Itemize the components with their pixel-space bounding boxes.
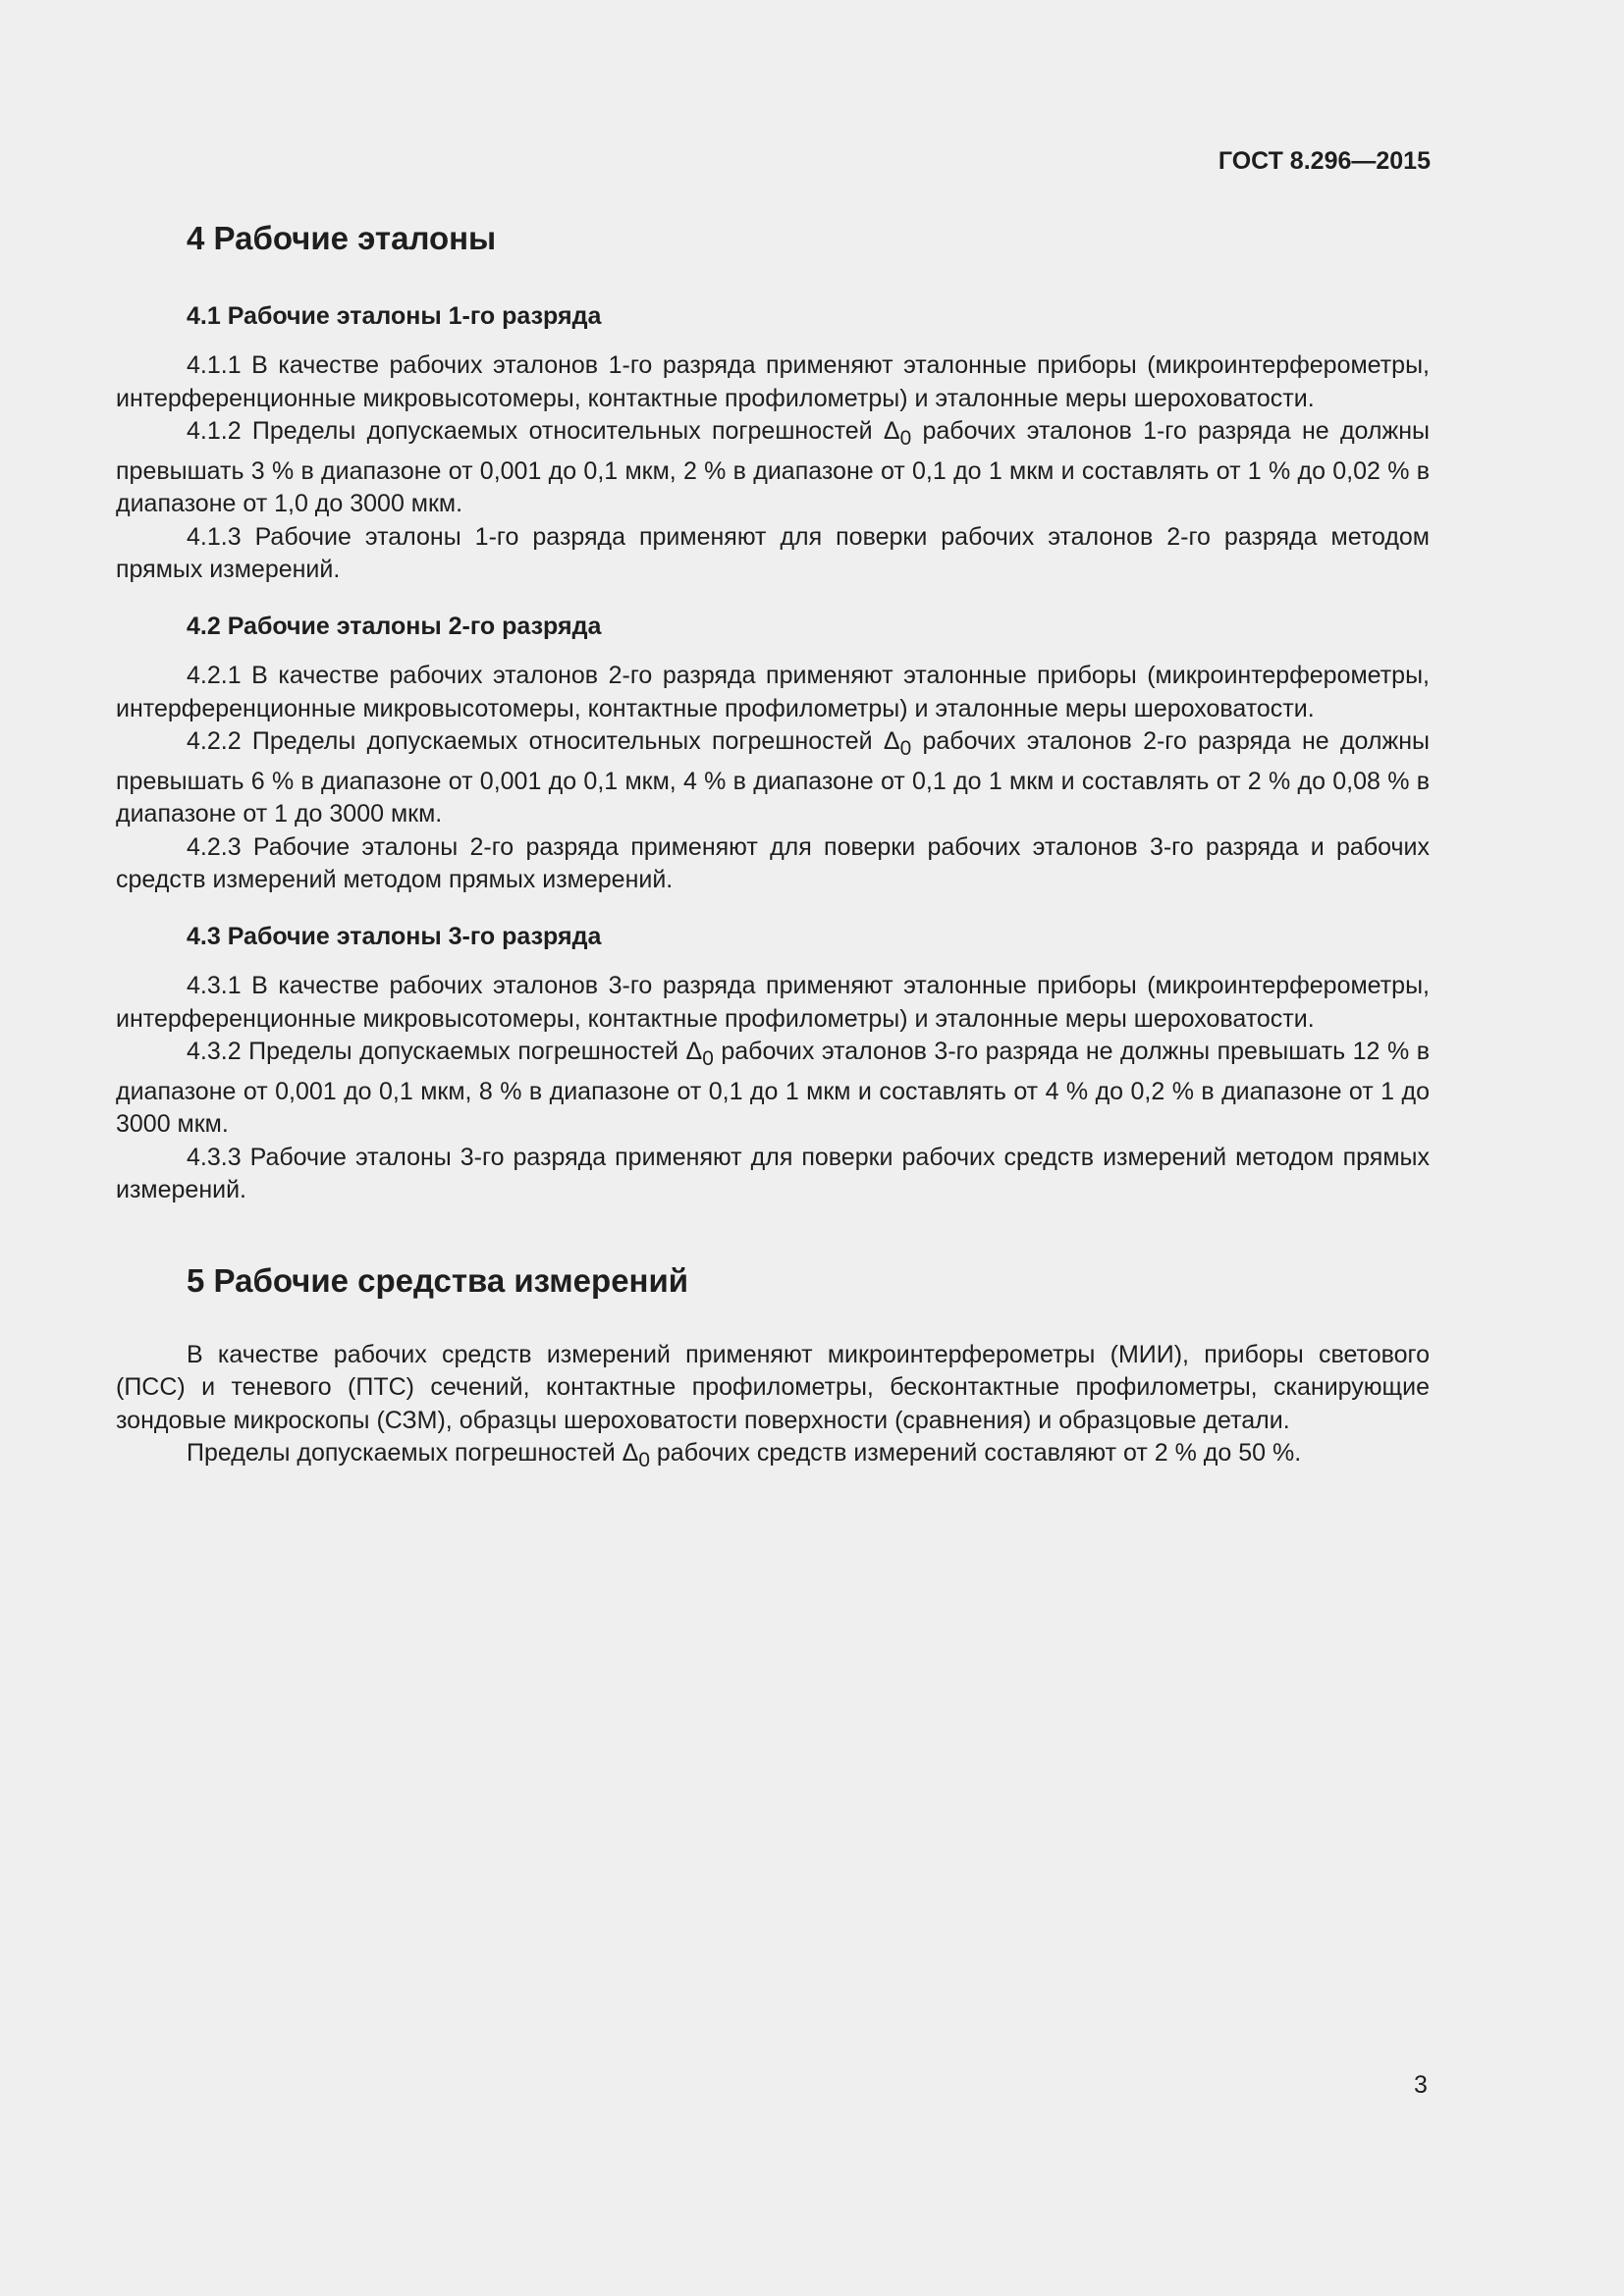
page-content (116, 220, 1430, 1477)
page-number: 3 (1414, 2071, 1428, 2099)
subsection-4-1-title: 4.1 Рабочие эталоны 1-го разряда (187, 301, 602, 330)
document-code: ГОСТ 8.296—2015 (1218, 147, 1431, 175)
paragraph-4-3-2: 4.3.2 Пределы допускаемых погрешностей $\Delta_0$ рабочих эталонов 3-го разряда не должны превышать 12 % в диапазоне от 0,001 до 0,1 мкм, 8 % в диапазоне от 0,1 до 1 мкм и составлять от 4 % до 0,2 % в диапазоне от 1 до 3000 мкм. (116, 1038, 1430, 1139)
paragraph-4-1-3: 4.1.3 Рабочие эталоны 1-го разряда применяют для поверки рабочих эталонов 2-го разряда методом прямых измерений. (116, 522, 1430, 584)
paragraph-4-3-1: 4.3.1 В качестве рабочих эталонов 3-го разряда применяют эталонные приборы (микроинтерферометры, интерференционные микровысотомеры, контактные профилометры) и эталонные меры шероховатости. (116, 972, 1430, 1033)
paragraph-4-2-1: 4.2.1 В качестве рабочих эталонов 2-го разряда применяют эталонные приборы (микроинтерферометры, интерференционные микровысотомеры, контактные профилометры) и эталонные меры шероховатости. (116, 662, 1430, 722)
subsection-4-3-title: 4.3 Рабочие эталоны 3-го разряда (187, 922, 602, 950)
subsection-4-2-title: 4.2 Рабочие эталоны 2-го разряда (187, 612, 602, 640)
section-5-title: 5 Рабочие средства измерений (187, 1261, 689, 1299)
paragraph-4-3-3: 4.3.3 Рабочие эталоны 3-го разряда применяют для поверки рабочих средств измерений методом прямых измерений. (116, 1143, 1430, 1204)
paragraph-5-2: Пределы допускаемых погрешностей $\Delta_0$ рабочих средств измерений составляют от 2 % до 50 %. (187, 1439, 1302, 1472)
paragraph-4-2-2: 4.2.2 Пределы допускаемых относительных погрешностей $\Delta_0$ рабочих эталонов 2-го разряда не должны превышать 6 % в диапазоне от 0,001 до 0,1 мкм, 4 % в диапазоне от 0,1 до 1 мкм и составлять от 2 % до 0,08 % в диапазоне от 1 до 3000 мкм. (116, 727, 1430, 828)
paragraph-5-1: В качестве рабочих средств измерений применяют микроинтерферометры (МИИ), приборы светового (ПСС) и теневого (ПТС) сечений, контактные профилометры, бесконтактные профилометры, сканирующие зондовые микроскопы (СЗМ), образцы шероховатости поверхности (сравнения) и образцовые детали. (116, 1340, 1430, 1434)
paragraph-4-1-1: 4.1.1 В качестве рабочих эталонов 1-го разряда применяют эталонные приборы (микроинтерферометры, интерференционные микровысотомеры, контактные профилометры) и эталонные меры шероховатости. (116, 351, 1430, 412)
paragraph-4-1-2: 4.1.2 Пределы допускаемых относительных погрешностей $\Delta_0$ рабочих эталонов 1-го разряда не должны превышать 3 % в диапазоне от 0,001 до 0,1 мкм, 2 % в диапазоне от 0,1 до 1 мкм и составлять от 1 % до 0,02 % в диапазоне от 1,0 до 3000 мкм. (116, 417, 1430, 518)
section-4-title: 4 Рабочие эталоны (187, 220, 497, 256)
paragraph-4-2-3: 4.2.3 Рабочие эталоны 2-го разряда применяют для поверки рабочих эталонов 3-го разряда и рабочих средств измерений методом прямых измерений. (116, 832, 1430, 894)
